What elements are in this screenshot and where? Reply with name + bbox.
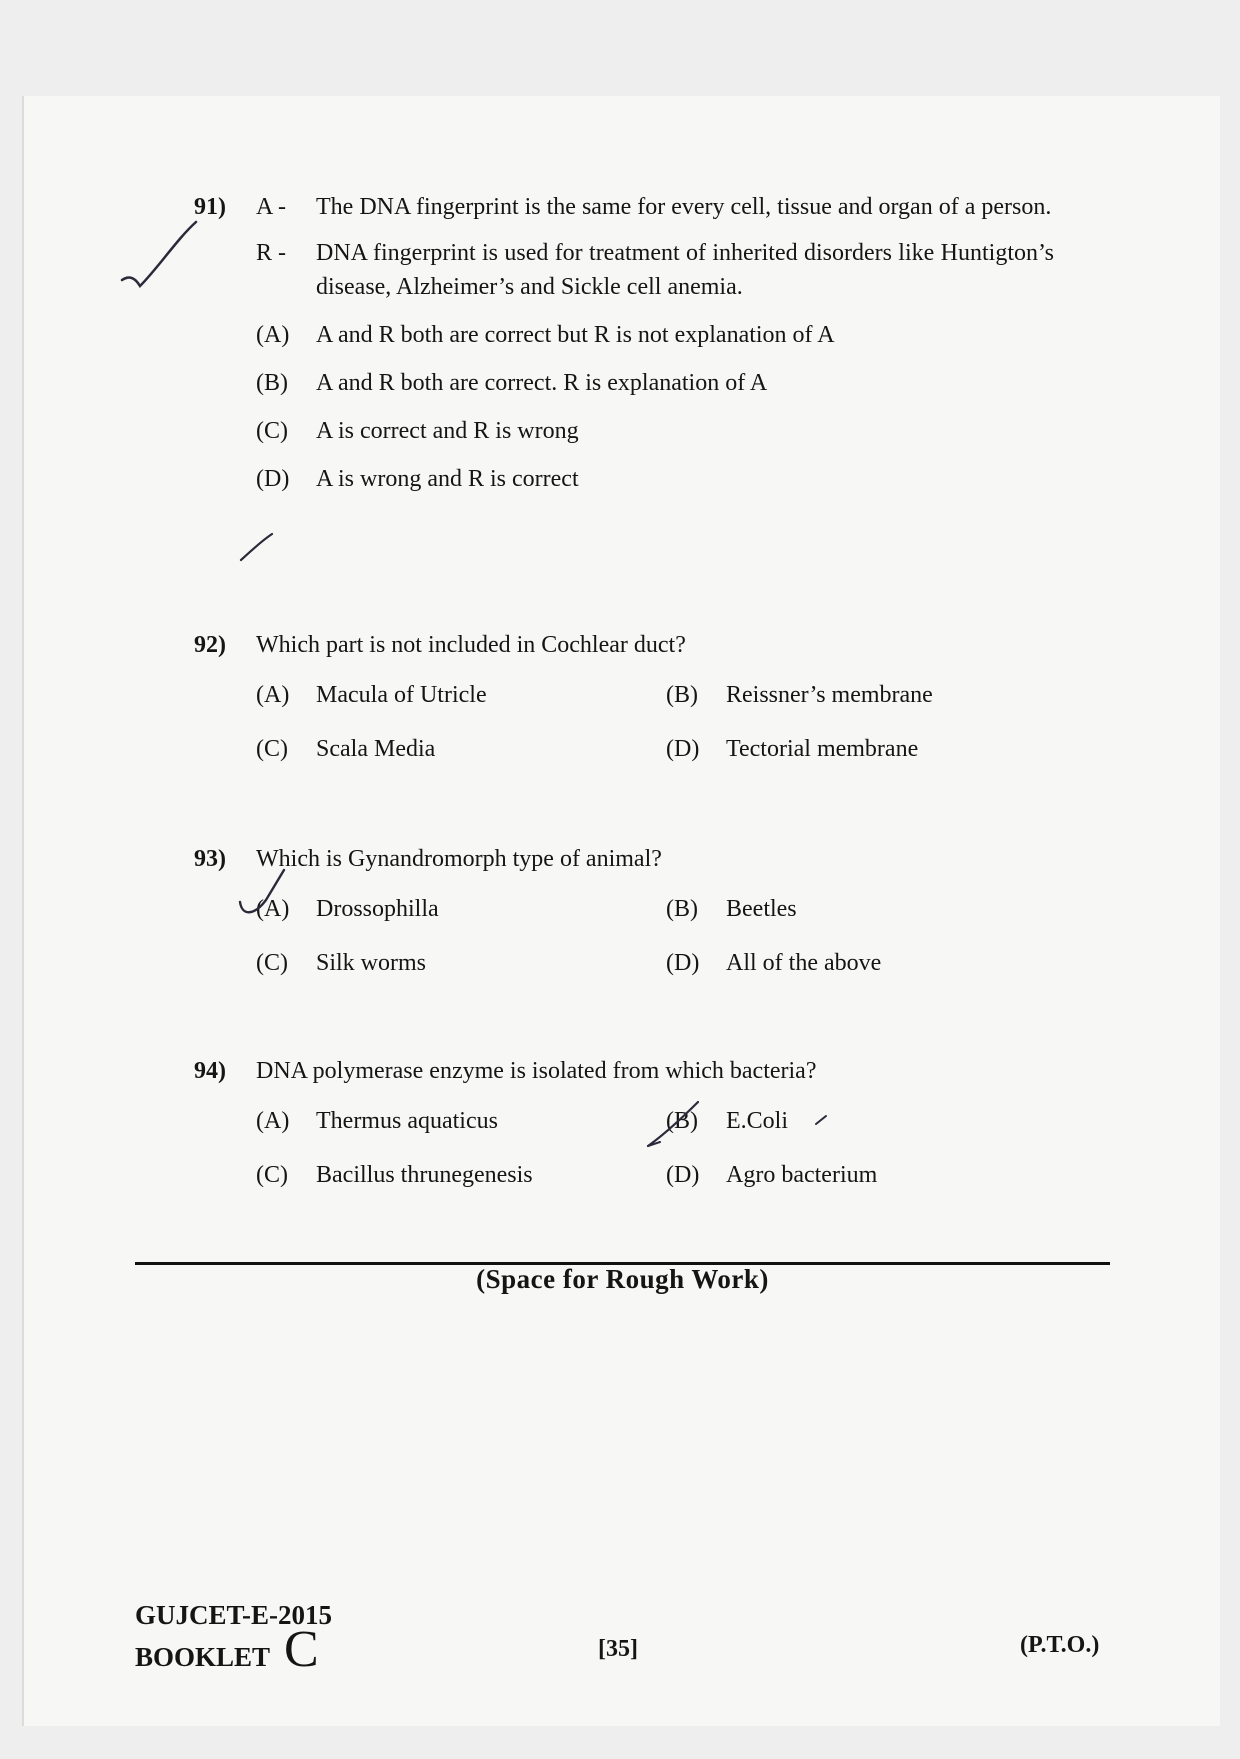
- question-text: Which part is not included in Cochlear duct?: [256, 632, 686, 658]
- assertion-text: The DNA fingerprint is the same for every cell, tissue and organ of a person.: [316, 194, 1052, 220]
- question-number: 92): [194, 632, 226, 658]
- page-number: [35]: [598, 1636, 638, 1662]
- option-b: (B) E.Coli: [666, 1108, 789, 1134]
- option-d: (D) Agro bacterium: [666, 1162, 878, 1188]
- question-91: [194, 190, 1054, 496]
- question-number: 93): [194, 846, 226, 872]
- option-d: (D) Tectorial membrane: [666, 736, 919, 762]
- option-d: (D) All of the above: [666, 950, 882, 976]
- option-a: (A) Thermus aquaticus: [256, 1108, 498, 1134]
- pto-label: (P.T.O.): [1020, 1632, 1100, 1658]
- question-94: [194, 1054, 1054, 1192]
- reason-text: DNA fingerprint is used for treatment of inherited disorders like Huntigton’s disease, Alzheimer’s and Sickle cell anemia.: [316, 240, 1054, 300]
- option-c: (C) A is correct and R is wrong: [256, 418, 579, 444]
- question-93: [194, 842, 1054, 980]
- question-text: Which is Gynandromorph type of animal?: [256, 846, 662, 872]
- option-c: (C) Scala Media: [256, 736, 436, 762]
- booklet-code: [135, 1600, 333, 1678]
- question-number: 94): [194, 1058, 226, 1084]
- option-a: (A) A and R both are correct but R is not explanation of A: [256, 322, 835, 348]
- option-c: (C) Bacillus thrunegenesis: [256, 1162, 533, 1188]
- option-d: (D) A is wrong and R is correct: [256, 466, 579, 492]
- checkmark-91-icon: [118, 218, 208, 298]
- rough-work-heading: (Space for Rough Work): [476, 1264, 769, 1294]
- question-92: [194, 628, 1054, 766]
- option-b: (B) A and R both are correct. R is explanation of A: [256, 370, 768, 396]
- option-a: (A) Macula of Utricle: [256, 682, 487, 708]
- question-text: DNA polymerase enzyme is isolated from which bacteria?: [256, 1058, 817, 1084]
- option-a: (A) Drossophilla: [256, 896, 439, 922]
- answer-mark-91d-icon: [238, 530, 282, 570]
- booklet-label: BOOKLET: [135, 1642, 271, 1672]
- answer-mark-94b-icon: [644, 1098, 704, 1152]
- question-number: 91): [194, 194, 226, 220]
- option-b: (B) Beetles: [666, 896, 797, 922]
- exam-code: GUJCET-E-2015: [135, 1600, 333, 1630]
- booklet-letter: C: [284, 1621, 319, 1678]
- assertion-tag: A -: [256, 194, 286, 220]
- tick-stroke-icon: [814, 1114, 830, 1126]
- answer-mark-93a-icon: [236, 866, 296, 926]
- option-c: (C) Silk worms: [256, 950, 427, 976]
- option-b: (B) Reissner’s membrane: [666, 682, 933, 708]
- reason-tag: R -: [256, 240, 286, 266]
